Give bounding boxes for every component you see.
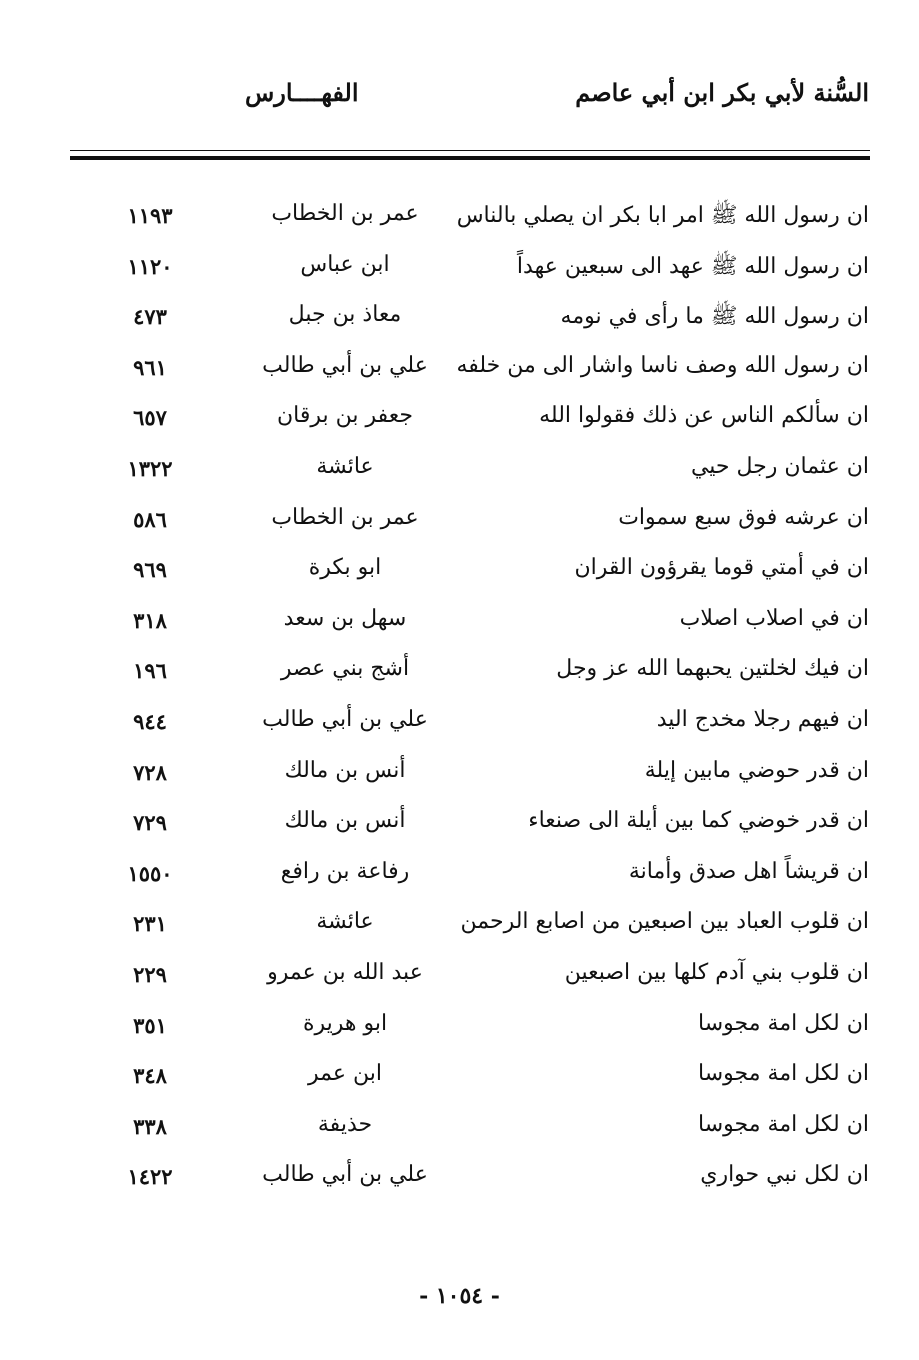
hadith-text: ان رسول الله وصف ناسا واشار الى من خلفه (456, 352, 869, 378)
book-title: السُّنة لأبي بكر ابن أبي عاصم (575, 78, 869, 107)
index-entry (0, 193, 919, 244)
section-title: الفهــــارس (245, 78, 359, 107)
index-entry (0, 851, 919, 902)
hadith-number: ٣٣٨ (133, 1113, 167, 1139)
narrator-name: علي بن أبي طالب (262, 1162, 428, 1188)
header-rule-thick (70, 156, 870, 160)
hadith-text: ان لكل امة مجوسا (698, 1061, 869, 1087)
narrator-name: عائشة (316, 909, 374, 935)
index-entry (0, 497, 919, 548)
hadith-number: ٢٣١ (133, 911, 167, 937)
index-entry (0, 244, 919, 295)
hadith-text: ان رسول الله ﷺ عهد الى سبعين عهداً (516, 253, 869, 279)
index-list (0, 193, 919, 1205)
hadith-text: ان عرشه فوق سبع سموات (618, 504, 869, 530)
index-entry (0, 395, 919, 446)
hadith-text: ان فيهم رجلا مخدج اليد (656, 706, 869, 732)
narrator-name: أنس بن مالك (284, 808, 406, 834)
hadith-text: ان قلوب العباد بين اصبعين من اصابع الرحمن (460, 909, 869, 935)
hadith-number: ١١٢٠ (127, 253, 173, 279)
index-entry (0, 547, 919, 598)
hadith-text: ان قدر خوضي كما بين أيلة الى صنعاء (528, 808, 869, 834)
hadith-number: ٥٨٦ (133, 506, 167, 532)
narrator-name: جعفر بن برقان (277, 403, 413, 429)
narrator-name: سهل بن سعد (283, 605, 407, 631)
hadith-number: ٧٢٩ (133, 810, 167, 836)
index-entry (0, 1104, 919, 1155)
page-header (0, 78, 919, 118)
hadith-text: ان لكل امة مجوسا (698, 1010, 869, 1036)
index-entry (0, 446, 919, 497)
hadith-text: ان رسول الله ﷺ ما رأى في نومه (560, 304, 869, 330)
index-entry (0, 294, 919, 345)
narrator-name: ابو هريرة (302, 1010, 388, 1036)
hadith-text: ان قريشاً اهل صدق وأمانة (628, 858, 869, 884)
hadith-number: ٣٤٨ (133, 1063, 167, 1089)
hadith-number: ٩٦٩ (133, 557, 167, 583)
hadith-text: ان فيك لخلتين يحبهما الله عز وجل (556, 656, 869, 682)
hadith-number: ٧٢٨ (133, 759, 167, 785)
narrator-name: عائشة (316, 453, 374, 479)
hadith-text: ان قلوب بني آدم كلها بين اصبعين (564, 959, 869, 985)
hadith-number: ٩٦١ (133, 354, 167, 380)
hadith-text: ان لكل امة مجوسا (698, 1111, 869, 1137)
narrator-name: حذيفة (317, 1111, 373, 1137)
hadith-number: ١٤٢٢ (127, 1164, 173, 1190)
index-entry (0, 1003, 919, 1054)
hadith-number: ٩٤٤ (133, 708, 167, 734)
header-rule-thin (70, 150, 870, 151)
narrator-name: أشج بني عصر (280, 656, 410, 682)
narrator-name: عمر بن الخطاب (271, 201, 419, 226)
index-entry (0, 345, 919, 396)
narrator-name: عمر بن الخطاب (271, 504, 419, 530)
hadith-text: ان لكل نبي حواري (700, 1162, 869, 1188)
hadith-text: ان عثمان رجل حيي (690, 453, 869, 479)
index-entry (0, 1154, 919, 1205)
index-entry (0, 598, 919, 649)
hadith-number: ٤٧٣ (133, 304, 167, 330)
index-entry (0, 800, 919, 851)
hadith-number: ٦٥٧ (133, 405, 167, 431)
narrator-name: عبد الله بن عمرو (267, 959, 423, 985)
hadith-number: ١١٩٣ (127, 203, 173, 228)
hadith-number: ٣٥١ (133, 1012, 167, 1038)
hadith-text: ان قدر حوضي مابين إيلة (644, 757, 869, 783)
hadith-number: ٣١٨ (133, 607, 167, 633)
narrator-name: علي بن أبي طالب (262, 352, 428, 378)
hadith-number: ٢٢٩ (133, 961, 167, 987)
narrator-name: معاذ بن جبل (288, 302, 402, 328)
index-entry (0, 952, 919, 1003)
hadith-number: ١٣٢٢ (127, 455, 173, 481)
hadith-text: ان في اصلاب اصلاب (679, 605, 869, 631)
index-entry (0, 699, 919, 750)
hadith-number: ١٩٦ (133, 658, 167, 684)
narrator-name: أنس بن مالك (284, 757, 406, 783)
narrator-name: ابن عمر (308, 1061, 382, 1087)
narrator-name: ابو بكرة (308, 555, 382, 581)
index-entry (0, 901, 919, 952)
narrator-name: رفاعة بن رافع (280, 858, 410, 884)
hadith-text: ان رسول الله ﷺ امر ابا بكر ان يصلي بالناس (456, 203, 869, 228)
narrator-name: ابن عباس (300, 251, 390, 277)
narrator-name: علي بن أبي طالب (262, 706, 428, 732)
index-entry (0, 1053, 919, 1104)
hadith-number: ١٥٥٠ (127, 860, 173, 886)
page-number: - ١٠٥٤ - (419, 1283, 500, 1309)
hadith-text: ان في أمتي قوما يقرؤون القران (574, 555, 869, 581)
index-entry (0, 648, 919, 699)
index-entry (0, 750, 919, 801)
hadith-text: ان سألكم الناس عن ذلك فقولوا الله (539, 403, 869, 429)
